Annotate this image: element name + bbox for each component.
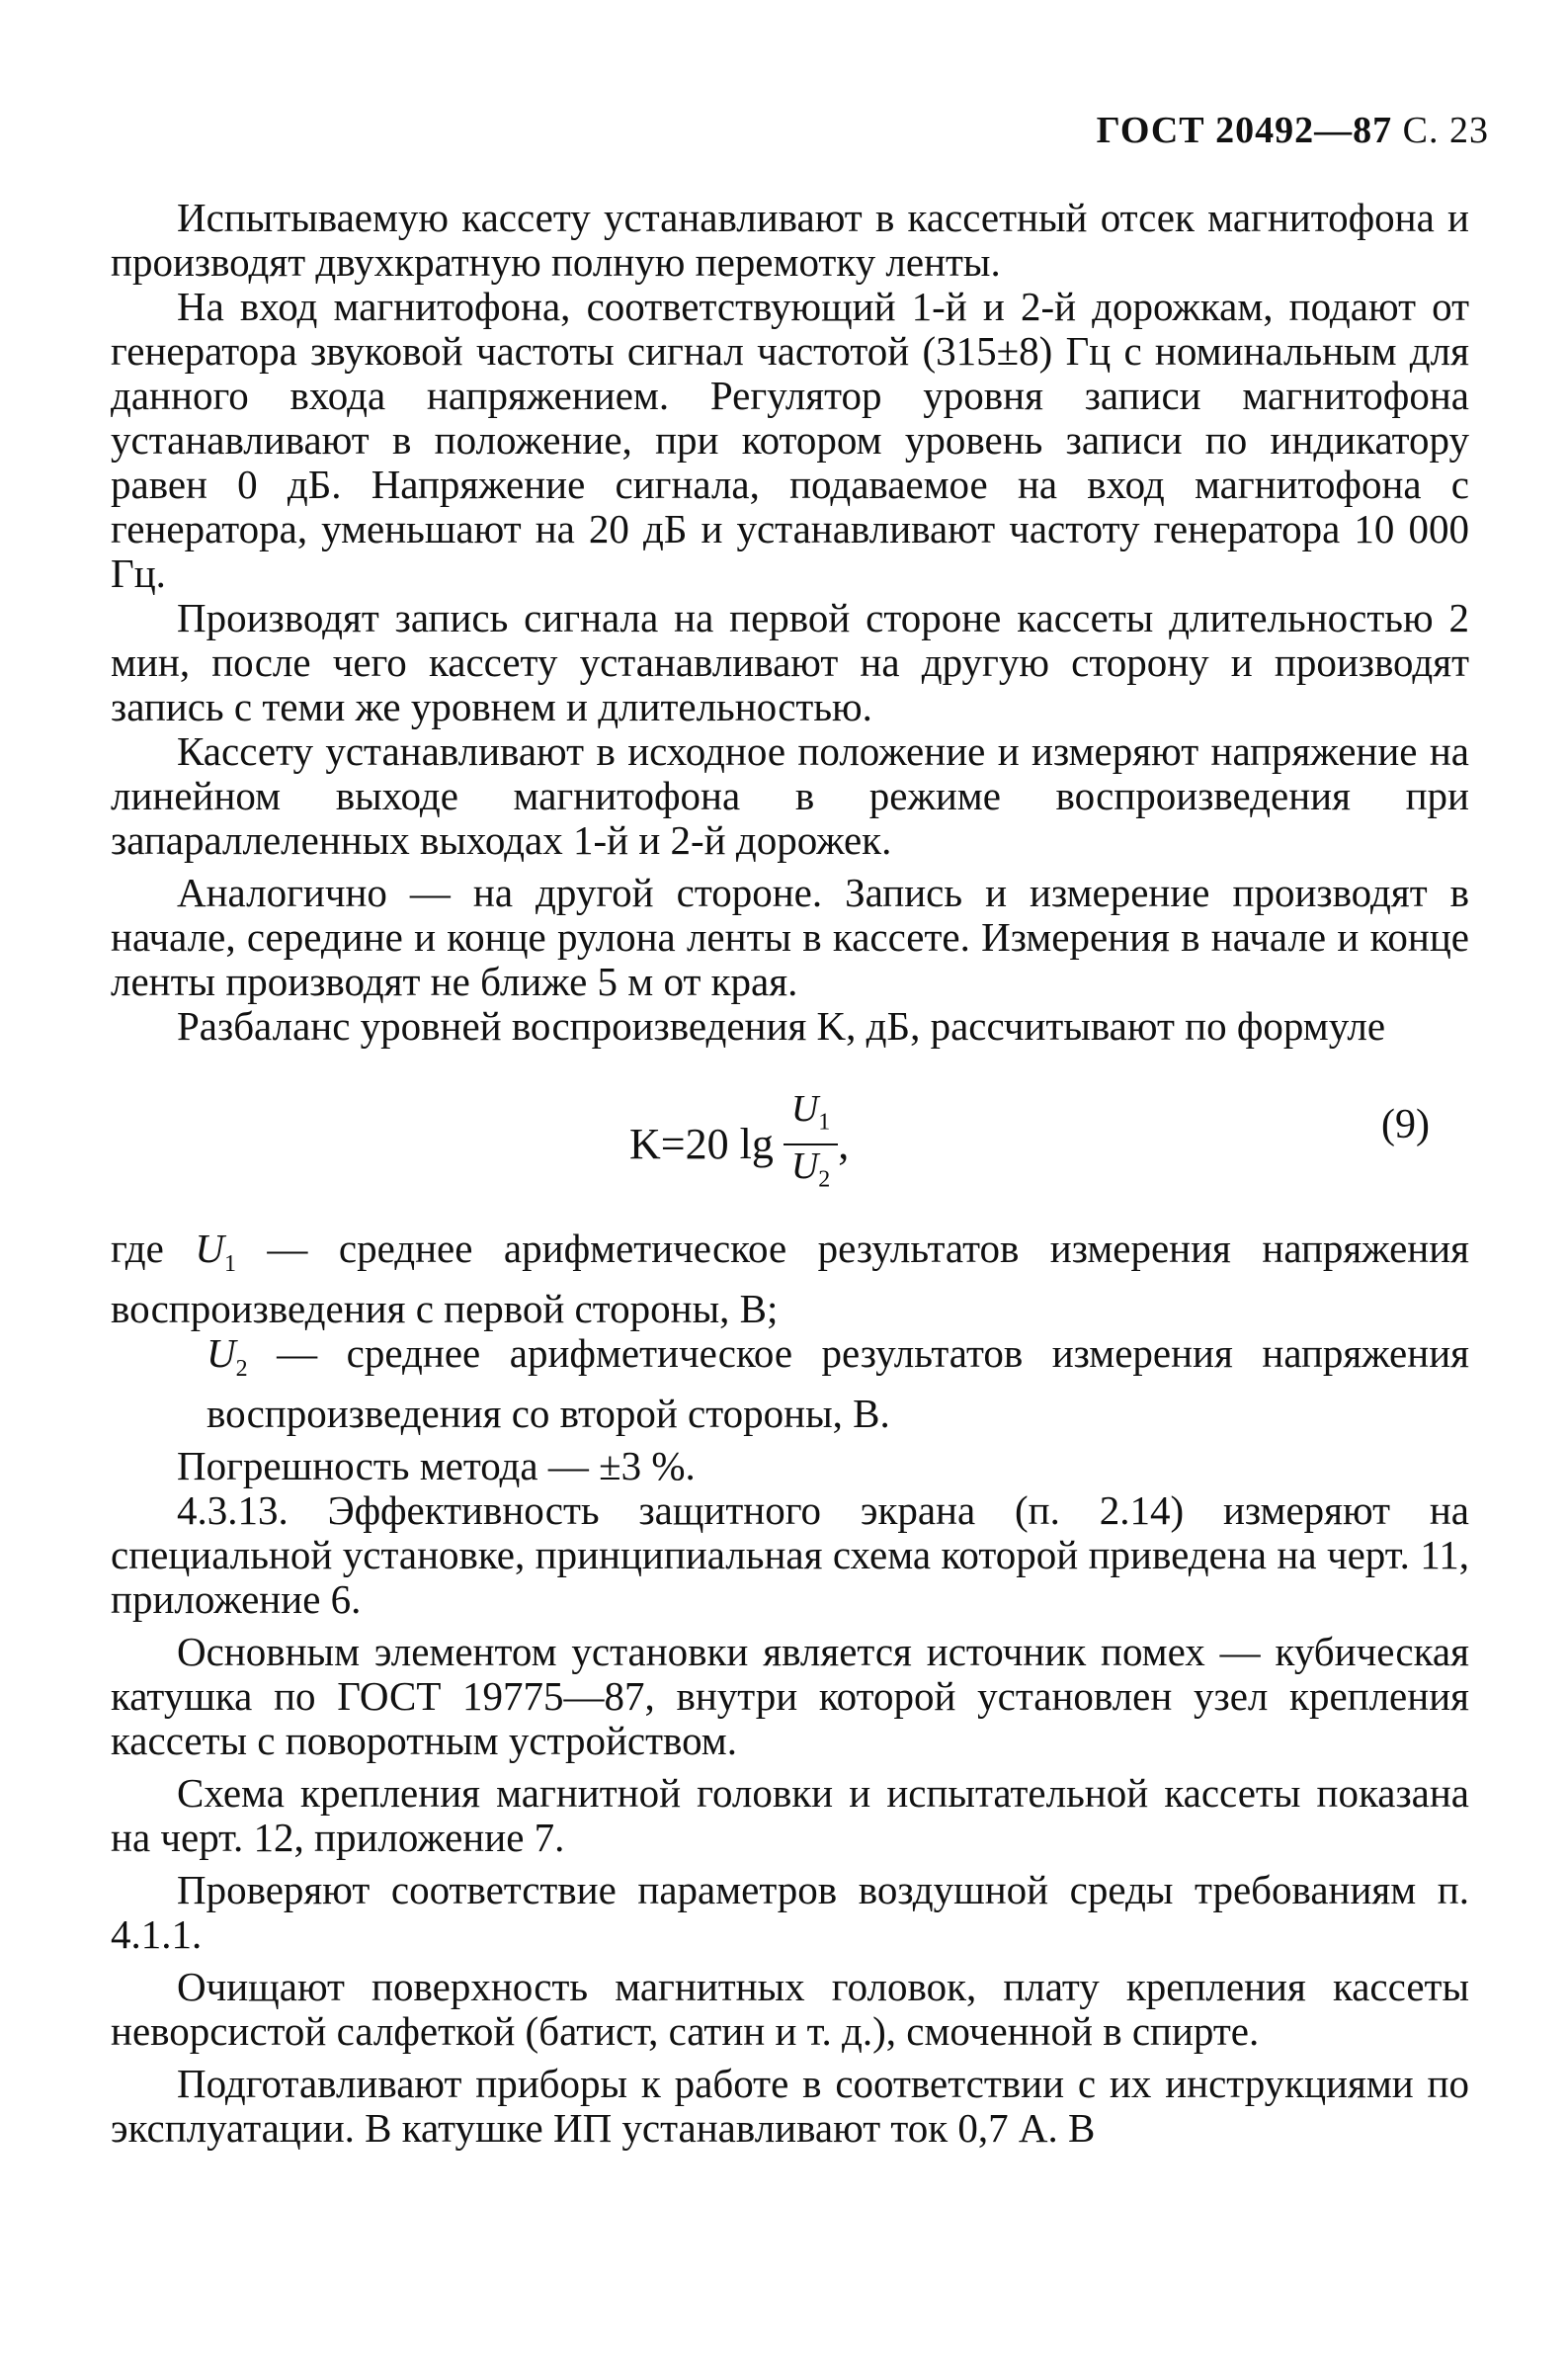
formula-number: (9): [1381, 1102, 1430, 1147]
formula-lhs: K=20 lg: [629, 1120, 774, 1169]
paragraph: Проверяют соответствие параметров воздушной среды требованиям п. 4.1.1.: [111, 1867, 1469, 1958]
paragraph: Подготавливают приборы к работе в соответствии с их инструкциями по эксплуатации. В катушке ИП устанавливают ток 0,7 А. В: [111, 2061, 1469, 2152]
paragraph: Очищают поверхность магнитных головок, плату крепления кассеты неворсистой салфеткой (батист, сатин и т. д.), смоченной в спирте.: [111, 1964, 1469, 2055]
formula-expression: [629, 1088, 849, 1200]
formula-numerator: $U_1$: [784, 1088, 838, 1145]
paragraph: Кассету устанавливают в исходное положение и измеряют напряжение на линейном выходе магнитофона в режиме воспроизведения при запараллеленных выходах 1-й и 2-й дорожек.: [111, 728, 1469, 863]
paragraph: На вход магнитофона, соответствующий 1-й и 2-й дорожкам, подают от генератора звуковой частоты сигнал частотой (315±8) Гц с номинальным для данного входа напряжением. Регулятор уровня записи магнитофона устанавливают в положение, при котором уровень записи по индикатору равен 0 дБ. Напряжение сигнала, подаваемое на вход магнитофона с генератора, уменьшают на 20 дБ и устанавливают частоту генератора 10 000 Гц.: [111, 284, 1469, 596]
document-body: [111, 196, 1469, 2151]
paragraph: Схема крепления магнитной головки и испытательной кассеты показана на черт. 12, приложение 7.: [111, 1770, 1469, 1861]
symbol-u2: $U_2$: [206, 1330, 248, 1383]
where-label: где: [111, 1226, 164, 1271]
formula-trailing: ,: [838, 1120, 850, 1169]
paragraph: Погрешность метода — ±3 %.: [177, 1443, 696, 1489]
page-header: [1097, 109, 1489, 152]
definition-u2: [111, 1331, 1469, 1436]
paragraph: Разбаланс уровней воспроизведения K, дБ, рассчитывают по формуле: [177, 1003, 1386, 1049]
paragraph: Производят запись сигнала на первой стороне кассеты длительностью 2 мин, после чего кассету устанавливают на другую сторону и производят запись с теми же уровнем и длительностью.: [111, 595, 1469, 729]
symbol-u1: $U_1$: [195, 1226, 236, 1278]
formula-9: [111, 1063, 1469, 1212]
definition-u1: [111, 1227, 1469, 1331]
paragraph: 4.3.13. Эффективность защитного экрана (п. 2.14) измеряют на специальной установке, принципиальная схема которой приведена на черт. 11, приложение 6.: [111, 1487, 1469, 1623]
page-number: С. 23: [1402, 110, 1489, 151]
definition-text: — среднее арифметическое результатов измерения напряжения воспроизведения со второй стороны, В.: [206, 1330, 1469, 1437]
formula-fraction: [784, 1088, 838, 1200]
standard-number: ГОСТ 20492—87: [1096, 110, 1393, 151]
paragraph: Основным элементом установки является источник помех — кубическая катушка по ГОСТ 19775—87, внутри которой установлен узел крепления кассеты с поворотным устройством.: [111, 1629, 1469, 1764]
definition-text: — среднее арифметическое результатов измерения напряжения воспроизведения с первой стороны, В;: [111, 1226, 1470, 1332]
paragraph: Аналогично — на другой стороне. Запись и измерение производят в начале, середине и конце рулона ленты в кассете. Измерения в начале и конце ленты производят не ближе 5 м от края.: [111, 870, 1469, 1004]
formula-denominator: $U_2$: [790, 1144, 831, 1193]
paragraph: Испытываемую кассету устанавливают в кассетный отсек магнитофона и производят двухкратную полную перемотку ленты.: [111, 195, 1469, 285]
